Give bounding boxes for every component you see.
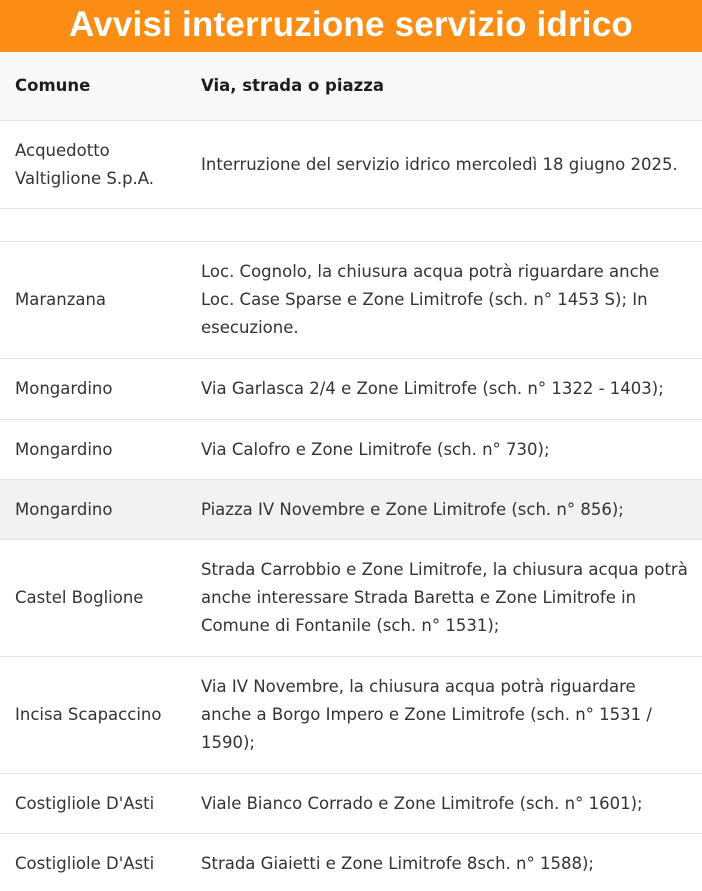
cell-via: Via IV Novembre, la chiusura acqua potrà riguardare anche a Borgo Impero e Zone Limitrofe (sch. n° 1531 / 1590); (186, 657, 702, 774)
table-row (0, 121, 702, 209)
table-row-empty (0, 209, 702, 242)
cell-via: Viale Bianco Corrado e Zone Limitrofe (sch. n° 1601); (186, 774, 702, 834)
title-banner (0, 0, 702, 52)
cell-comune (0, 209, 186, 242)
cell-via: Strada Giaietti e Zone Limitrofe 8sch. n° 1588); (186, 834, 702, 891)
table-row (0, 242, 702, 359)
cell-comune: Maranzana (0, 242, 186, 359)
cell-comune: Costigliole D'Asti (0, 774, 186, 834)
cell-via: Via Garlasca 2/4 e Zone Limitrofe (sch. n° 1322 - 1403); (186, 359, 702, 420)
table-row (0, 359, 702, 420)
table-row (0, 420, 702, 480)
table-header-row (0, 52, 702, 121)
cell-comune: Costigliole D'Asti (0, 834, 186, 891)
cell-comune: Acquedotto Valtiglione S.p.A. (0, 121, 186, 209)
table-row (0, 657, 702, 774)
cell-comune: Mongardino (0, 359, 186, 420)
page-title: Avvisi interruzione servizio idrico (69, 5, 633, 44)
cell-via (186, 209, 702, 242)
cell-comune: Incisa Scapaccino (0, 657, 186, 774)
column-header-via: Via, strada o piazza (186, 52, 702, 121)
cell-comune: Mongardino (0, 480, 186, 540)
cell-via: Piazza IV Novembre e Zone Limitrofe (sch. n° 856); (186, 480, 702, 540)
cell-via: Interruzione del servizio idrico mercoledì 18 giugno 2025. (186, 121, 702, 209)
column-header-comune: Comune (0, 52, 186, 121)
cell-via: Strada Carrobbio e Zone Limitrofe, la chiusura acqua potrà anche interessare Strada Baretta e Zone Limitrofe in Comune di Fontanile (sch. n° 1531); (186, 540, 702, 657)
cell-comune: Castel Boglione (0, 540, 186, 657)
cell-via: Via Calofro e Zone Limitrofe (sch. n° 730); (186, 420, 702, 480)
outage-table (0, 52, 702, 891)
table-row (0, 834, 702, 891)
table-row (0, 774, 702, 834)
table-row-highlighted (0, 480, 702, 540)
table-row (0, 540, 702, 657)
cell-via: Loc. Cognolo, la chiusura acqua potrà riguardare anche Loc. Case Sparse e Zone Limitrofe (sch. n° 1453 S); In esecuzione. (186, 242, 702, 359)
cell-comune: Mongardino (0, 420, 186, 480)
